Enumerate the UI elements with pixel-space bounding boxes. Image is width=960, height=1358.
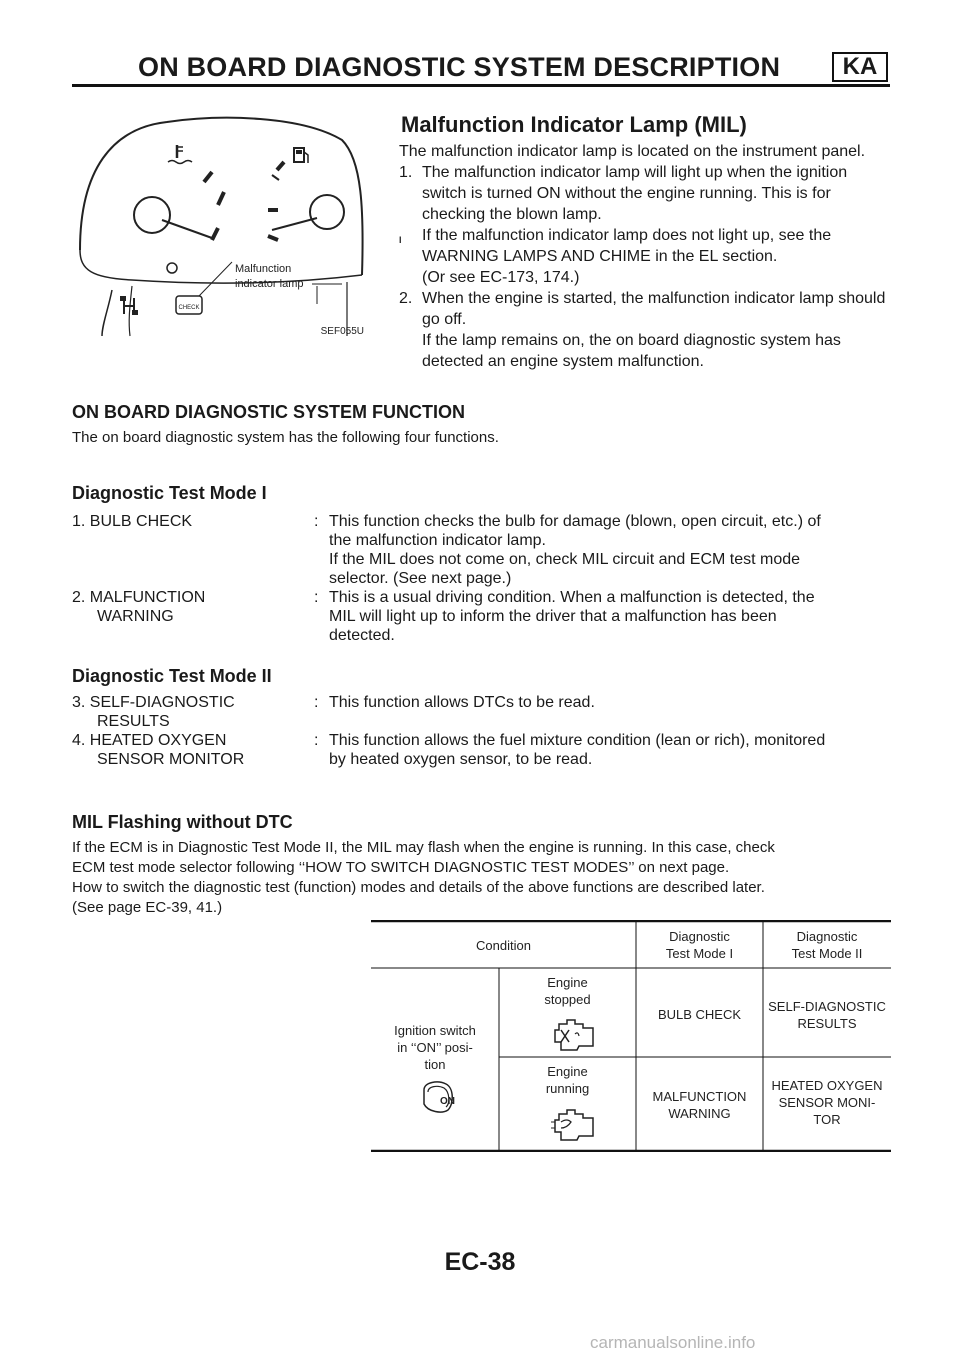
engine-running-icon <box>549 1106 599 1146</box>
instrument-cluster-drawing <box>72 100 370 338</box>
mode-item-desc: : This function allows DTCs to be read. <box>314 693 907 712</box>
label-line: WARNING <box>97 608 174 625</box>
desc-line: This function allows the fuel mixture condition (lean or rich), monitored <box>329 732 826 749</box>
mode2-item-self-diagnostic <box>72 693 892 731</box>
header-rule <box>72 84 890 87</box>
page-number: EC-38 <box>444 1248 516 1276</box>
label-line: SENSOR MONITOR <box>97 751 245 768</box>
mil-intro-text: The malfunction indicator lamp is located on the instrument panel. <box>399 143 866 160</box>
th-mode1 <box>636 928 763 962</box>
desc-line: detected. <box>329 627 395 644</box>
mil-description <box>399 141 893 372</box>
mil-flashing-text <box>72 838 892 918</box>
td-engine-running <box>499 1063 636 1097</box>
desc-line: This function checks the bulb for damage (blown, open circuit, etc.) of <box>329 513 821 530</box>
th-mode2 <box>763 928 891 962</box>
th-line: Test Mode I <box>665 946 734 961</box>
mil-bullet-text: If the malfunction indicator lamp does not light up, see the WARNING LAMPS AND CHIME in the EL section. <box>422 227 832 265</box>
td-malfunction-warning <box>636 1088 763 1122</box>
mil-bullet <box>399 225 893 288</box>
th-line: Diagnostic <box>669 929 730 944</box>
mil-section-title: Malfunction Indicator Lamp (MIL) <box>401 112 747 137</box>
cell-line: SELF-DIAGNOSTIC <box>768 999 886 1014</box>
desc-line: If the MIL does not come on, check MIL circuit and ECM test mode <box>329 551 801 568</box>
desc-line: This function allows DTCs to be read. <box>329 694 595 711</box>
mode1-item-bulb-check <box>72 512 892 588</box>
cell-line: Engine <box>547 1064 588 1079</box>
label-line: 2. MALFUNCTION <box>72 589 206 606</box>
label-line: 1. BULB CHECK <box>72 513 193 530</box>
text-line: If the ECM is in Diagnostic Test Mode II, the MIL may flash when the engine is running. In this case, check <box>72 839 775 856</box>
obd-function-intro: The on board diagnostic system has the following four functions. <box>72 429 499 446</box>
mode1-item-malfunction-warning <box>72 588 892 645</box>
check-lamp-text: CHECK <box>178 305 200 311</box>
desc-line: selector. (See next page.) <box>329 570 512 587</box>
cell-line: in ‘‘ON’’ posi- <box>397 1040 473 1055</box>
label-line: RESULTS <box>97 713 170 730</box>
mode-item-desc: : This is a usual driving condition. When a malfunction is detected, the MIL will light up to inform the driver that a malfunction has been detected. <box>314 588 907 645</box>
diagnostic-mode-table <box>371 920 891 1152</box>
mil-item-2 <box>399 288 893 372</box>
td-heated-oxygen-sensor-monitor <box>763 1077 891 1128</box>
th-line: Diagnostic <box>796 929 858 944</box>
cell-line: tion <box>424 1057 446 1072</box>
mode2-item-heated-oxygen <box>72 731 892 769</box>
cell-line: stopped <box>544 992 591 1007</box>
mode-item-label <box>72 512 302 531</box>
key-on-text: ON <box>440 1096 455 1107</box>
desc-line: MIL will light up to inform the driver that a malfunction has been <box>329 608 777 625</box>
obd-function-title: ON BOARD DIAGNOSTIC SYSTEM FUNCTION <box>72 402 466 422</box>
ignition-key-icon <box>418 1080 458 1114</box>
desc-line: the malfunction indicator lamp. <box>329 532 546 549</box>
desc-line: This is a usual driving condition. When a malfunction is detected, the <box>329 589 815 606</box>
label-line: 4. HEATED OXYGEN <box>72 732 227 749</box>
engine-stopped-icon <box>549 1016 599 1054</box>
cell-line: Ignition switch <box>394 1023 476 1038</box>
cell-line: TOR <box>813 1112 841 1127</box>
mode-item-label <box>72 731 302 769</box>
mode-item-desc: : This function allows the fuel mixture condition (lean or rich), monitored by heated oxygen sensor, to be read. <box>314 731 907 769</box>
mode2-title: Diagnostic Test Mode II <box>72 666 272 686</box>
bullet-icon: l <box>399 235 402 245</box>
cell-line: WARNING <box>668 1106 731 1121</box>
mil-item-1-number: 1. <box>399 164 413 181</box>
label-line: 3. SELF-DIAGNOSTIC <box>72 694 235 711</box>
mil-item-1 <box>399 162 893 225</box>
desc-line: by heated oxygen sensor, to be read. <box>329 751 593 768</box>
text-line: How to switch the diagnostic test (function) modes and details of the above functions are described later. <box>72 879 765 896</box>
td-bulb-check: BULB CHECK <box>657 1007 742 1022</box>
mil-item-2-text: When the engine is started, the malfunction indicator lamp should go off. <box>422 290 886 328</box>
mil-flashing-title: MIL Flashing without DTC <box>72 812 293 832</box>
td-self-diagnostic-results <box>763 998 891 1032</box>
cell-line: SENSOR MONI- <box>778 1095 876 1110</box>
model-tag-badge: KA <box>832 52 888 82</box>
site-watermark[interactable]: carmanualsonline.info <box>590 1333 756 1352</box>
mil-item-1-text: The malfunction indicator lamp will light up when the ignition switch is turned ON without the engine running. This is for checking the blown lamp. <box>422 164 848 223</box>
figure-code: SEF055U <box>320 326 364 337</box>
text-line: (See page EC-39, 41.) <box>72 899 223 916</box>
th-line: Test Mode II <box>791 946 863 961</box>
mil-bullet-ref: (Or see EC-173, 174.) <box>422 269 580 286</box>
td-ignition-switch <box>371 1022 499 1073</box>
cell-line: Engine <box>547 975 588 990</box>
callout-label-line1: Malfunction <box>235 263 292 275</box>
mode1-title: Diagnostic Test Mode I <box>72 483 267 503</box>
mil-item-2-continued: If the lamp remains on, the on board diagnostic system has detected an engine system malfunction. <box>422 332 841 370</box>
mil-item-2-number: 2. <box>399 290 413 307</box>
cell-line: running <box>545 1081 590 1096</box>
cell-line: RESULTS <box>797 1016 857 1031</box>
cell-line: MALFUNCTION <box>652 1089 747 1104</box>
cell-line: HEATED OXYGEN <box>771 1078 883 1093</box>
callout-label-line2: indicator lamp <box>235 278 304 290</box>
page-header-title: ON BOARD DIAGNOSTIC SYSTEM DESCRIPTION <box>138 52 781 82</box>
mode-item-label <box>72 693 302 731</box>
td-engine-stopped <box>499 974 636 1008</box>
instrument-cluster-figure <box>72 100 370 338</box>
mode-item-desc: : This function checks the bulb for damage (blown, open circuit, etc.) of the malfunction indicator lamp. If the MIL does not come on, check MIL circuit and ECM test mode selector. (See next page.) <box>314 512 907 588</box>
text-line: ECM test mode selector following ‘‘HOW TO SWITCH DIAGNOSTIC TEST MODES’’ on next page. <box>72 859 730 876</box>
mode-item-label <box>72 588 302 626</box>
th-condition: Condition <box>476 938 531 953</box>
